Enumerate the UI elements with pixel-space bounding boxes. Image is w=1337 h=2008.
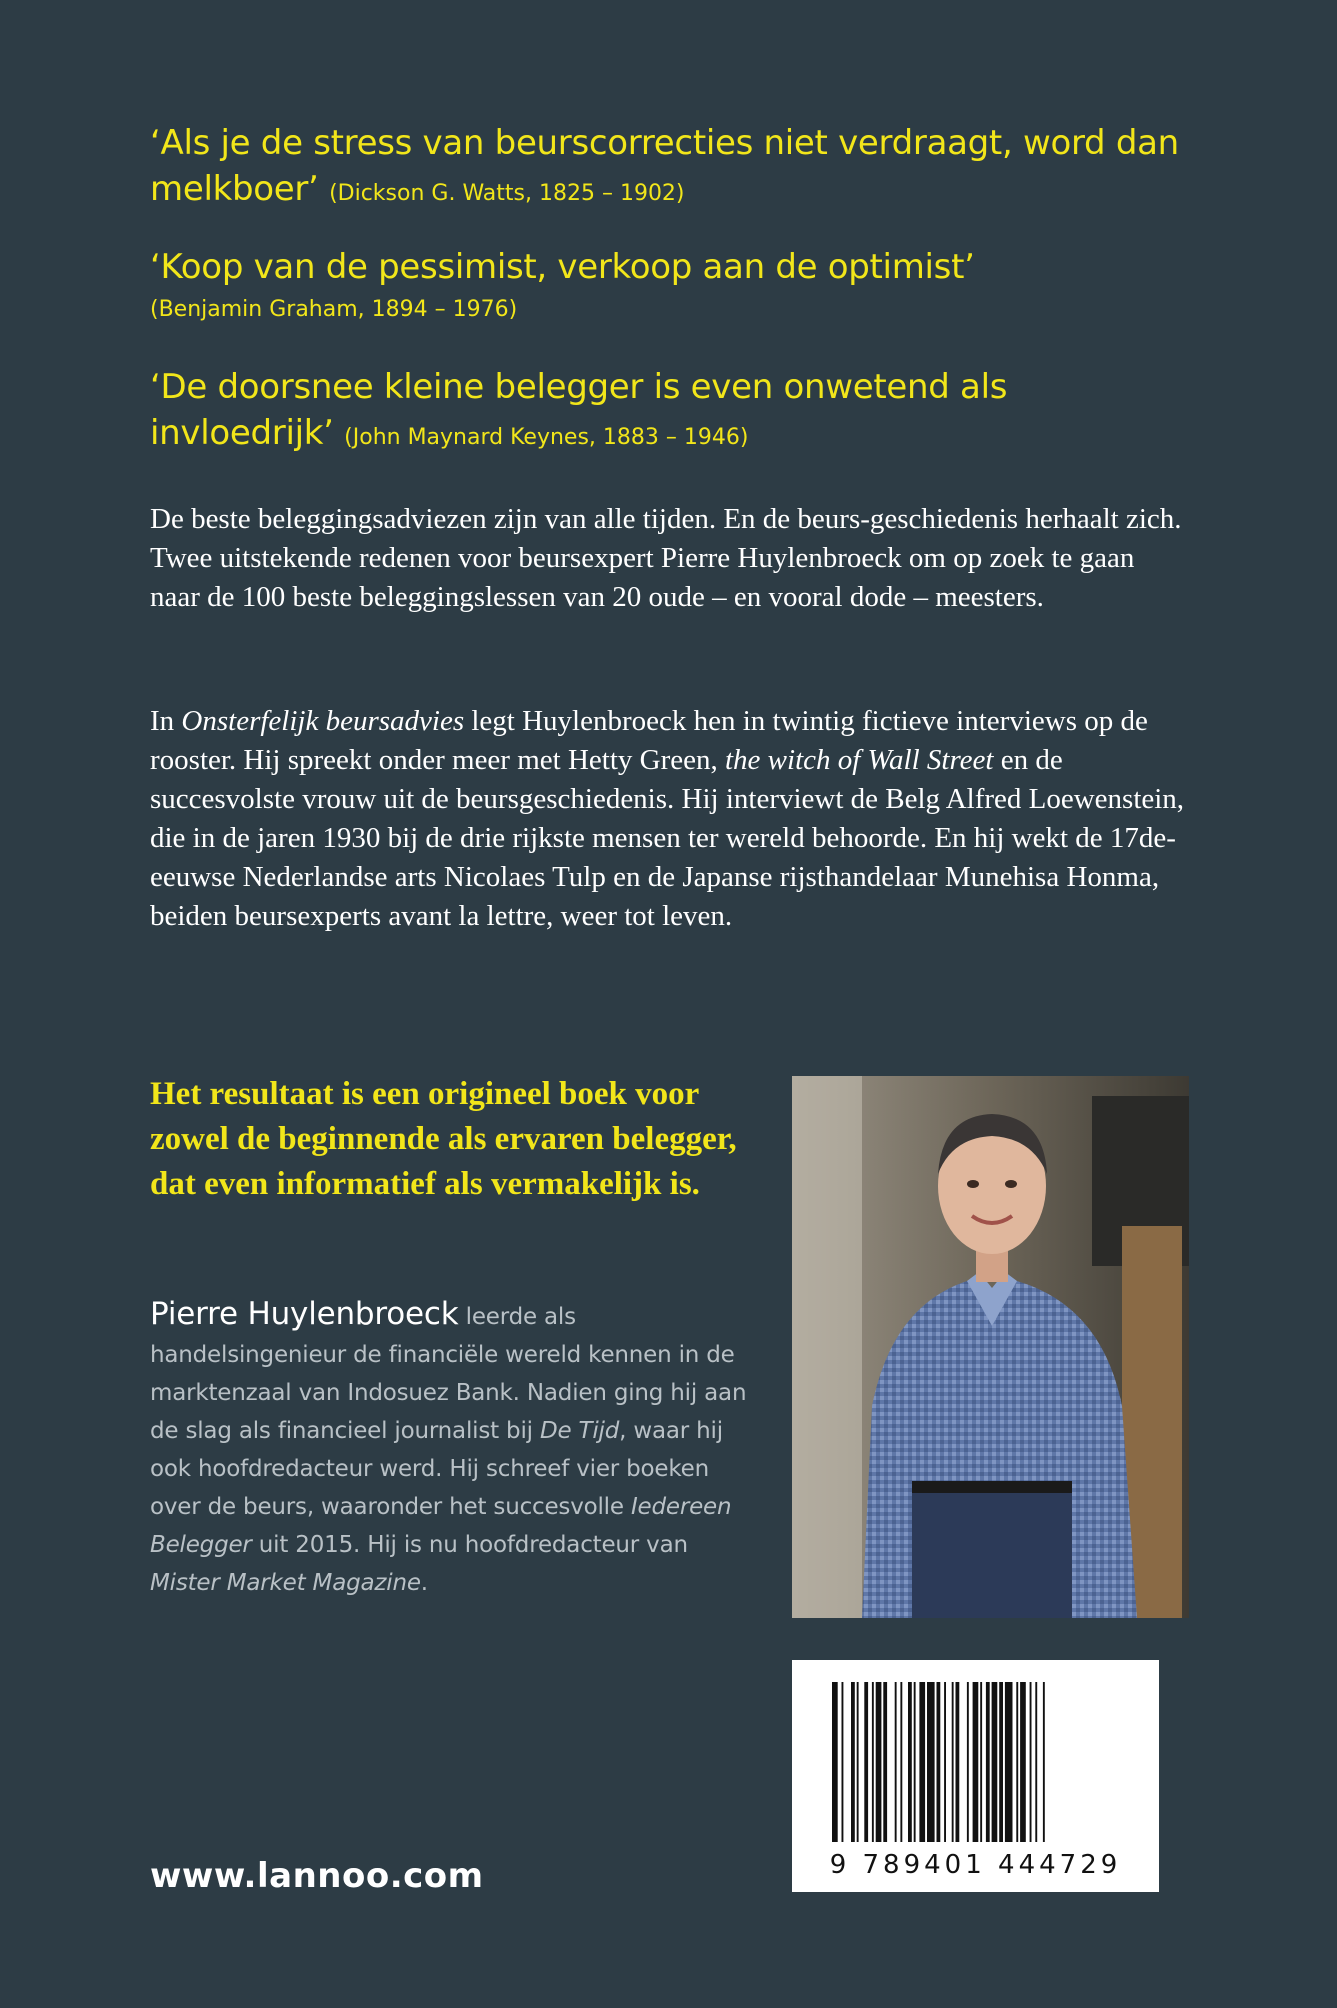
barcode-bar <box>857 1682 859 1842</box>
barcode-bar <box>944 1682 946 1842</box>
magazine-name: Mister Market Magazine <box>150 1570 421 1596</box>
text-span: leerde als handelsingenieur de financiële wereld kennen in de marktenzaal van Indosuez Bank. Nadien ging hij aan de slag als financieel journalist bij <box>150 1304 747 1444</box>
quote-text: ‘De doorsnee kleine belegger is even onwetend als invloedrijk’ <box>150 367 1008 453</box>
barcode-bar <box>1020 1682 1026 1842</box>
barcode-bar <box>980 1682 982 1842</box>
barcode <box>792 1660 1159 1892</box>
quote-text: ‘Koop van de pessimist, verkoop aan de optimist’ <box>150 247 975 287</box>
barcode-bar <box>908 1682 912 1842</box>
quote-text: ‘Als je de stress van beurscorrecties niet verdraagt, word dan melkboer’ <box>150 123 1179 209</box>
barcode-bar <box>876 1682 882 1842</box>
barcode-bar <box>919 1682 925 1842</box>
author-name: Pierre Huylenbroeck <box>150 1296 459 1332</box>
quote-attribution: (Benjamin Graham, 1894 – 1976) <box>150 297 518 322</box>
barcode-bar <box>851 1682 855 1842</box>
barcode-bar <box>842 1682 844 1842</box>
barcode-bar <box>1043 1682 1045 1842</box>
barcode-bar <box>1035 1682 1037 1842</box>
text-span: en de succesvolste vrouw uit de beursgeschiedenis. Hij interviewt de Belg Alfred Loewenstein, die in de jaren 1930 bij de drie rijkste mensen ter wereld behoorde. En hij wekt de 17de-eeuwse Nederlandse arts Nicolaes Tulp en de Japanse rijsthandelaar Munehisa Honma, beiden beursexperts avant la lettre, weer tot leven. <box>150 744 1185 932</box>
barcode-bar <box>895 1682 897 1842</box>
author-portrait-illustration <box>792 1076 1189 1618</box>
publisher-website[interactable]: www.lannoo.com <box>150 1856 484 1896</box>
barcode-bar <box>956 1682 960 1842</box>
barcode-bar <box>967 1682 969 1842</box>
text-span: , waar hij ook hoofdredacteur werd. Hij schreef vier boeken over de beurs, waaronder het succesvolle <box>150 1418 723 1520</box>
barcode-bar <box>952 1682 954 1842</box>
barcode-bar <box>900 1682 902 1842</box>
text-span: legt Huylenbroeck hen in twintig fictieve interviews op de rooster. Hij spreekt onder meer met Hetty Green, <box>150 705 1148 776</box>
text-span: uit 2015. Hij is nu hoofdredacteur van <box>251 1532 688 1558</box>
quote-graham <box>150 244 1200 330</box>
quote-attribution: (John Maynard Keynes, 1883 – 1946) <box>344 425 749 450</box>
barcode-bar <box>973 1682 979 1842</box>
highlight-statement: Het resultaat is een origineel boek voor zowel de beginnende als ervaren belegger, dat even informatief als vermakelijk is. <box>150 1076 737 1202</box>
barcode-bar <box>1030 1682 1032 1842</box>
newspaper-name: De Tijd <box>539 1418 620 1444</box>
author-photo <box>792 1076 1189 1618</box>
barcode-bar <box>992 1682 998 1842</box>
author-bio <box>150 1295 760 1602</box>
barcode-bar <box>927 1682 935 1842</box>
quote-watts <box>150 120 1200 217</box>
text-span: . <box>420 1570 428 1596</box>
barcode-bar <box>999 1682 1003 1842</box>
nickname: the witch of Wall Street <box>724 744 994 776</box>
barcode-bar <box>832 1682 838 1842</box>
barcode-bar <box>914 1682 916 1842</box>
previous-book-title: Iedereen Belegger <box>150 1494 732 1558</box>
barcode-bar <box>937 1682 941 1842</box>
book-title: Onsterfelijk beursadvies <box>181 705 465 737</box>
book-description-paragraph <box>150 702 1190 936</box>
barcode-bar <box>872 1682 874 1842</box>
text-span: In <box>150 705 182 737</box>
barcode-bars-graphic <box>792 1660 1159 1845</box>
barcode-bar <box>1016 1682 1018 1842</box>
quote-keynes <box>150 364 1200 461</box>
isbn-number: 9 789401 444729 <box>829 1850 1122 1880</box>
barcode-bar <box>864 1682 868 1842</box>
barcode-bar <box>1005 1682 1013 1842</box>
quote-attribution: (Dickson G. Watts, 1825 – 1902) <box>329 181 685 206</box>
barcode-bar <box>883 1682 887 1842</box>
intro-paragraph: De beste beleggingsadviezen zijn van alle tijden. En de beurs-geschiedenis herhaalt zich. Twee uitstekende redenen voor beursexpert Pierre Huylenbroeck om op zoek te gaan naar de 100 beste beleggingslessen van 20 oude – en vooral dode – meesters. <box>150 503 1182 613</box>
barcode-bar <box>986 1682 990 1842</box>
